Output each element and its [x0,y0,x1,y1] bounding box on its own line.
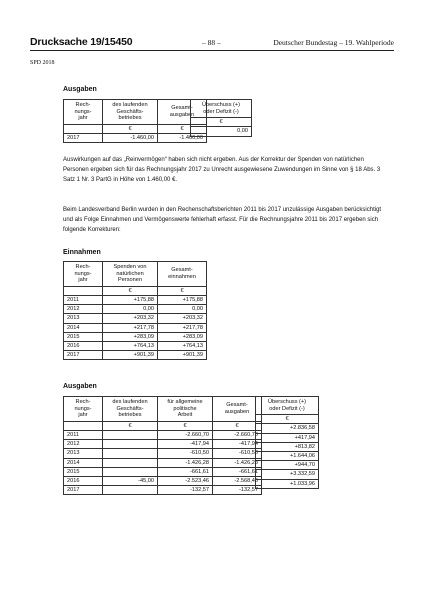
value-cell: +764,13 [158,341,207,350]
einnahmen-table [63,261,207,360]
table-row [64,476,262,485]
header-rule [30,50,394,51]
header-row [64,262,207,287]
column-header: des laufenden Geschäfts- betriebes [103,397,158,422]
page-number: – 88 – [202,38,221,47]
value-cell: +1.033,96 [256,479,319,488]
value-cell: +901,39 [103,351,158,360]
unit-cell [64,124,103,133]
value-cell: -1.426,28 [158,458,213,467]
value-cell: -2.568,46 [213,476,262,485]
unit-row [191,118,252,127]
value-cell: -2.523,46 [158,476,213,485]
unit-row [256,415,319,424]
value-cell: 0,00 [158,305,207,314]
unit-cell [64,286,103,295]
value-cell: -1.460,00 [158,133,207,142]
header-row [256,397,319,415]
bundestag-label: Deutscher Bundestag – 19. Wahlperiode [273,38,394,47]
drucksache-prefix: Drucksache 19/ [30,36,105,48]
header-row [64,100,207,125]
column-header: Rech- nungs- jahr [64,262,103,287]
value-cell: 0,00 [191,127,252,136]
table-row [64,430,262,439]
value-cell: +175,88 [158,295,207,304]
value-cell [103,458,158,467]
value-cell: -45,00 [103,476,158,485]
value-cell [103,467,158,476]
unit-cell: € [256,415,319,424]
paragraph-reinvermoegen: Auswirkungen auf das „Reinvermögen“ haben sich nicht ergeben. Aus der Korrektur der Spenden von natürlichen Personen ergeben sich für das Rechnungsjahr 2017 zu Unrecht ausgewiesene Zuwendungen im Sinne von § 18 Abs. 3 Satz 1 Nr. 3 PartG in Höhe von 1.460,00 €. [63,157,381,183]
year-cell: 2017 [64,133,103,142]
drucksache-label [30,36,132,48]
column-header: Rech- nungs- jahr [64,397,103,422]
column-header: Spenden von natürlichen Personen [103,262,158,287]
column-header: Überschuss (+) oder Defizit (-) [256,397,319,415]
value-cell: +1.644,06 [256,451,319,460]
year-cell: 2012 [64,305,103,314]
table-row [256,433,319,442]
header-row [64,397,262,422]
year-cell: 2012 [64,440,103,449]
value-cell: +3.332,59 [256,470,319,479]
ausgaben-table-1 [63,99,207,143]
value-cell: +944,70 [256,461,319,470]
column-header: für allgemeine politische Arbeit [158,397,213,422]
value-cell [103,440,158,449]
value-cell: -132,57 [213,486,262,495]
unit-cell: € [158,286,207,295]
value-cell: +813,82 [256,442,319,451]
unit-cell: € [103,286,158,295]
value-cell: +203,32 [158,314,207,323]
section-title-einnahmen: Einnahmen [63,249,101,256]
year-cell: 2013 [64,449,103,458]
value-cell: +283,09 [158,332,207,341]
unit-row [64,286,207,295]
table-row [64,295,207,304]
value-cell: +2.836,58 [256,424,319,433]
header-row [191,100,252,118]
value-cell: -417,94 [213,440,262,449]
value-cell: +217,78 [158,323,207,332]
value-cell: -417,94 [158,440,213,449]
table-row [256,442,319,451]
year-cell: 2014 [64,458,103,467]
value-cell: -661,61 [213,467,262,476]
unit-row [64,421,262,430]
year-cell: 2011 [64,295,103,304]
drucksache-number: 15450 [104,36,133,48]
table-row [64,332,207,341]
value-cell: -610,50 [158,449,213,458]
value-cell: +901,39 [158,351,207,360]
column-header: Überschuss (+) oder Defizit (-) [191,100,252,118]
value-cell [103,449,158,458]
table-row [64,449,262,458]
value-cell [103,430,158,439]
unit-cell: € [191,118,252,127]
section-title-ausgaben-1: Ausgaben [63,86,97,93]
value-cell: 0,00 [103,305,158,314]
unit-cell: € [213,421,262,430]
unit-cell: € [103,421,158,430]
unit-cell [64,421,103,430]
value-cell: +175,88 [103,295,158,304]
value-cell: +283,09 [103,332,158,341]
page-header [30,36,394,50]
unit-row [64,124,207,133]
column-header: Gesamt- ausgaben [213,397,262,422]
table-row [64,467,262,476]
ausgaben-balance-table-2 [255,396,319,489]
table-row [256,451,319,460]
value-cell: -610,50 [213,449,262,458]
year-cell: 2016 [64,476,103,485]
value-cell: +417,94 [256,433,319,442]
table-row [256,479,319,488]
table-row [64,314,207,323]
table-row [64,440,262,449]
year-cell: 2017 [64,486,103,495]
table-row [64,133,207,142]
value-cell: -2.660,70 [158,430,213,439]
party-year: SPD 2018 [30,60,55,66]
year-cell: 2017 [64,351,103,360]
value-cell: -132,57 [158,486,213,495]
value-cell: -1.460,00 [103,133,158,142]
value-cell: -1.426,28 [213,458,262,467]
unit-cell: € [103,124,158,133]
unit-cell: € [158,124,207,133]
ausgaben-table-2 [63,396,262,495]
value-cell [103,486,158,495]
column-header: Gesamt- ausgaben [158,100,207,125]
year-cell: 2016 [64,341,103,350]
table-row [256,424,319,433]
year-cell: 2013 [64,314,103,323]
value-cell: +217,78 [103,323,158,332]
table-row [64,341,207,350]
table-row [64,305,207,314]
table-row [191,127,252,136]
value-cell: +203,32 [103,314,158,323]
column-header: Gesamt- einnahmen [158,262,207,287]
column-header: des laufenden Geschäfts- betriebes [103,100,158,125]
year-cell: 2015 [64,467,103,476]
table-row [64,486,262,495]
table-row [64,351,207,360]
value-cell: -661,61 [158,467,213,476]
value-cell: +764,13 [103,341,158,350]
table-row [256,461,319,470]
section-title-ausgaben-2: Ausgaben [63,383,97,390]
paragraph-landesverband: Beim Landesverband Berlin wurden in den Rechenschaftsberichten 2011 bis 2017 unzulässige Ausgaben berücksichtigt und als Folge Einnahmen und Vermögenswerte fehlerhaft erfasst. Für die Rechnungsjahre 2011 bis 2017 ergeben sich folgende Korrekturen: [63,207,382,233]
column-header: Rech- nungs- jahr [64,100,103,125]
table-row [256,470,319,479]
year-cell: 2015 [64,332,103,341]
value-cell: -2.660,70 [213,430,262,439]
ausgaben-balance-table-1 [190,99,252,137]
table-row [64,323,207,332]
table-row [64,458,262,467]
year-cell: 2014 [64,323,103,332]
year-cell: 2011 [64,430,103,439]
unit-cell: € [158,421,213,430]
